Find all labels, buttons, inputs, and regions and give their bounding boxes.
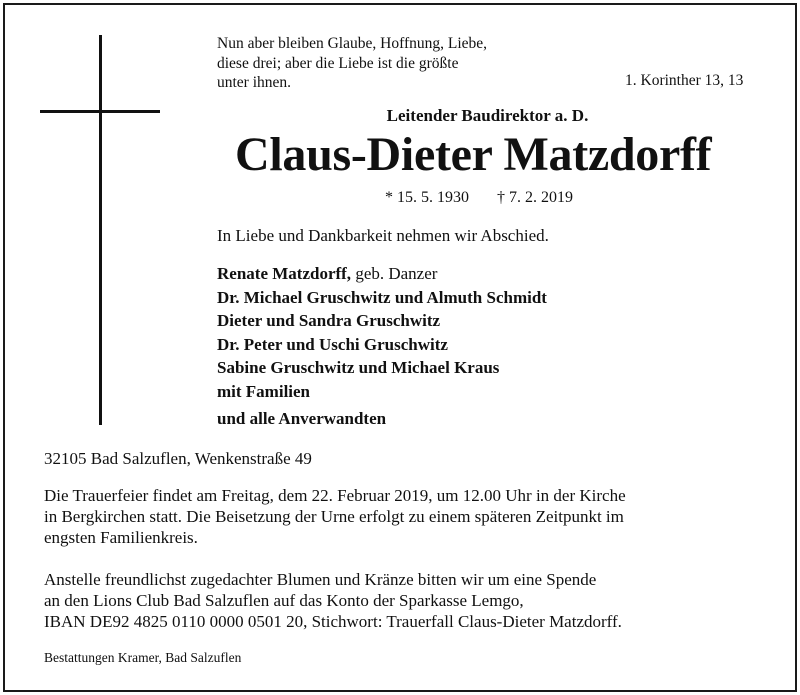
- widow-name: Renate Matzdorff,: [217, 264, 352, 283]
- mourner-line: Dr. Peter und Uschi Gruschwitz: [217, 334, 448, 354]
- birth-date: * 15. 5. 1930: [385, 189, 469, 206]
- deceased-name: Claus-Dieter Matzdorff: [235, 128, 712, 181]
- funeral-info-line: in Bergkirchen statt. Die Beisetzung der Urne erfolgt zu einem späteren Zeitpunkt im: [44, 507, 624, 526]
- family-address: 32105 Bad Salzuflen, Wenkenstraße 49: [44, 449, 312, 468]
- verse-line: Nun aber bleiben Glaube, Hoffnung, Liebe,: [217, 35, 488, 52]
- mourner-line: Dieter und Sandra Gruschwitz: [217, 311, 441, 330]
- donation-info-line: Anstelle freundlichst zugedachter Blumen und Kränze bitten wir um eine Spende: [44, 570, 597, 589]
- funeral-info-line: engsten Familienkreis.: [44, 528, 198, 547]
- farewell-text: In Liebe und Dankbarkeit nehmen wir Abschied.: [217, 226, 549, 245]
- bible-verse: [217, 34, 487, 93]
- funeral-info: [44, 485, 744, 548]
- verse-line: unter ihnen.: [217, 74, 292, 91]
- mourners-list: [217, 262, 547, 431]
- mourner-line: Sabine Gruschwitz und Michael Kraus: [217, 358, 500, 377]
- widow-maiden-name: geb. Danzer: [351, 264, 438, 283]
- widow-line: [217, 262, 547, 286]
- all-relatives-line: und alle Anverwandten: [217, 409, 387, 428]
- deceased-title: Leitender Baudirektor a. D.: [386, 106, 589, 125]
- donation-info: [44, 569, 744, 632]
- life-dates: [385, 189, 601, 207]
- donation-info-line: IBAN DE92 4825 0110 0000 0501 20, Stichwort: Trauerfall Claus-Dieter Matzdorff.: [44, 612, 622, 631]
- death-date: † 7. 2. 2019: [497, 189, 573, 206]
- verse-reference: 1. Korinther 13, 13: [625, 72, 744, 89]
- verse-line: diese drei; aber die Liebe ist die größte: [217, 54, 459, 72]
- funeral-info-line: Die Trauerfeier findet am Freitag, dem 22. Februar 2019, um 12.00 Uhr in der Kirche: [44, 486, 626, 505]
- undertaker-credit: Bestattungen Kramer, Bad Salzuflen: [44, 650, 242, 665]
- donation-info-line: an den Lions Club Bad Salzuflen auf das Konto der Sparkasse Lemgo,: [44, 591, 524, 610]
- mourner-line: Dr. Michael Gruschwitz und Almuth Schmidt: [217, 287, 547, 307]
- mourner-line: mit Familien: [217, 381, 311, 401]
